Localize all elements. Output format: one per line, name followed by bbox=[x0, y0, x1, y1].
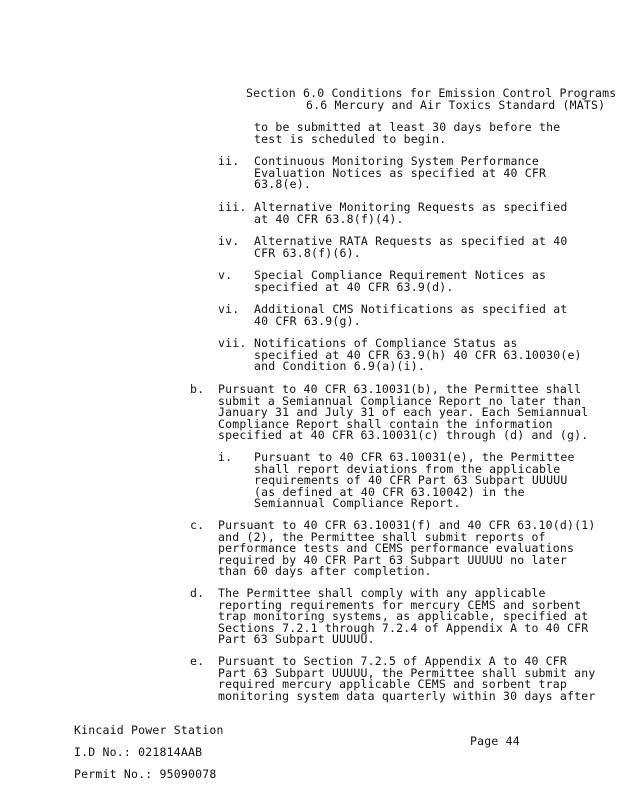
item-number: iv. bbox=[218, 234, 240, 248]
item-text: Notifications of Compliance Status as specified at 40 CFR 63.9(h) 40 CFR 63.10030(e) and Condition 6.9(a)(i). bbox=[254, 336, 582, 373]
item-text: Alternative RATA Requests as specified at 40 CFR 63.8(f)(6). bbox=[254, 234, 568, 260]
intro-continuation: to be submitted at least 30 days before the test is scheduled to begin. bbox=[254, 120, 561, 146]
item-letter: b. bbox=[190, 382, 205, 396]
item-text: Additional CMS Notifications as specified at 40 CFR 63.9(g). bbox=[254, 302, 568, 328]
item-number: vi. bbox=[218, 302, 240, 316]
subsection-title: 6.6 Mercury and Air Toxics Standard (MATS) bbox=[306, 97, 606, 112]
page-footer bbox=[74, 714, 224, 791]
item-number: ii. bbox=[218, 154, 240, 168]
item-letter: d. bbox=[190, 586, 205, 600]
item-text: Pursuant to 40 CFR 63.10031(b), the Permittee shall submit a Semiannual Compliance Report no later than January 31 and July 31 of each year. Each Semiannual Compliance Report shall contain the information specified at 40 CFR 63.10031(c) through (d) and (g). bbox=[218, 382, 589, 442]
item-letter: e. bbox=[190, 654, 205, 668]
item-number: vii. bbox=[218, 336, 247, 350]
item-text: Alternative Monitoring Requests as specified at 40 CFR 63.8(f)(4). bbox=[254, 200, 568, 226]
item-number: v. bbox=[218, 268, 233, 282]
item-text: Pursuant to 40 CFR 63.10031(e), the Permittee shall report deviations from the applicable requirements of 40 CFR Part 63 Subpart UUUUU (as defined at 40 CFR 63.10042) in the Semiannual Compliance Report. bbox=[254, 450, 575, 510]
item-text: Continuous Monitoring System Performance Evaluation Notices as specified at 40 CFR 63.8(e). bbox=[254, 154, 547, 191]
section-title: Section 6.0 Conditions for Emission Control Programs bbox=[246, 86, 617, 100]
facility-name: Kincaid Power Station bbox=[74, 723, 224, 737]
item-number: i. bbox=[218, 450, 233, 464]
item-letter: c. bbox=[190, 518, 205, 532]
item-number: iii. bbox=[218, 200, 247, 214]
page-number: Page 44 bbox=[470, 734, 520, 748]
item-text: Pursuant to 40 CFR 63.10031(f) and 40 CFR 63.10(d)(1) and (2), the Permittee shall submit reports of performance tests and CEMS performance evaluations required by 40 CFR Part 63 Subpart UUUUU no later than 60 days after completion. bbox=[218, 518, 596, 578]
item-text: Special Compliance Requirement Notices as specified at 40 CFR 63.9(d). bbox=[254, 268, 547, 294]
facility-id: I.D No.: 021814AAB bbox=[74, 745, 203, 759]
item-text: The Permittee shall comply with any applicable reporting requirements for mercury CEMS and sorbent trap monitoring systems, as applicable, specified at Sections 7.2.1 through 7.2.4 of Appendix A to 40 CFR Part 63 Subpart UUUUU. bbox=[218, 586, 589, 646]
permit-number: Permit No.: 95090078 bbox=[74, 767, 217, 781]
section-header bbox=[246, 88, 616, 111]
item-text: Pursuant to Section 7.2.5 of Appendix A to 40 CFR Part 63 Subpart UUUUU, the Permittee shall submit any required mercury applicable CEMS and sorbent trap monitoring system data quarterly within 30 days after bbox=[218, 654, 596, 703]
